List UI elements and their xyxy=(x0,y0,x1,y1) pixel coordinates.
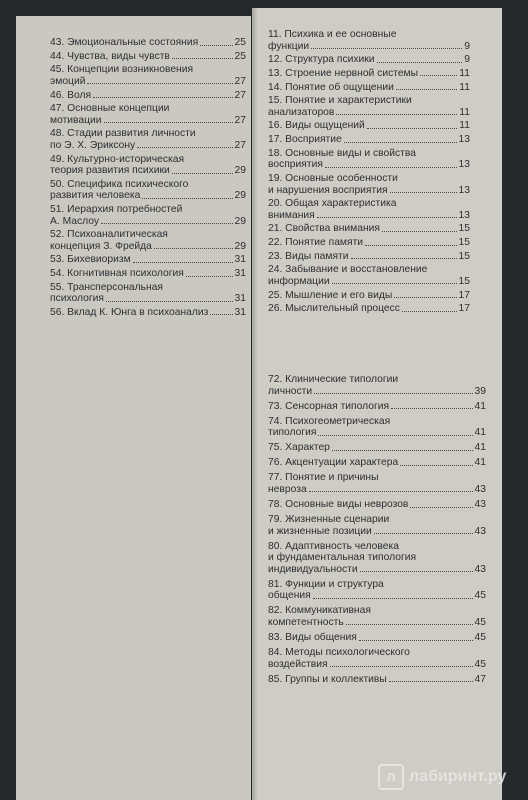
toc-entry xyxy=(50,268,246,280)
dot-leader xyxy=(93,97,232,98)
toc-entry xyxy=(50,51,246,63)
toc-entry-page-number: 41 xyxy=(474,400,486,412)
toc-entry-title-line: 72. Клинические типологии xyxy=(268,374,399,385)
toc-entry xyxy=(268,198,470,221)
toc-entry-page-number: 39 xyxy=(474,385,486,397)
dot-leader xyxy=(396,89,457,90)
toc-entry-title-line: 82. Коммуникативная xyxy=(268,605,371,617)
toc-entry xyxy=(50,307,246,319)
toc-entry-page-number: 41 xyxy=(474,427,486,439)
toc-entry xyxy=(50,154,246,177)
toc-entry-page-number: 11 xyxy=(459,81,470,93)
toc-entry-title-line: 43. Эмоциональные состояния xyxy=(50,37,199,48)
toc-entry xyxy=(50,37,246,49)
toc-entry-title-line: 52. Психоаналитическая xyxy=(50,229,168,241)
toc-entry-page-number: 27 xyxy=(234,75,246,87)
toc-entry xyxy=(268,401,486,413)
toc-entry xyxy=(268,54,470,66)
dot-leader xyxy=(391,408,472,409)
toc-entry xyxy=(268,605,486,628)
toc-entry-title-line: 77. Понятие и причины xyxy=(268,472,379,484)
toc-entry-page-number: 13 xyxy=(458,134,470,146)
toc-entry-page-number: 25 xyxy=(234,37,246,48)
toc-entry-title-line: А. Маслоу xyxy=(50,215,100,227)
dot-leader xyxy=(365,245,456,246)
toc-entry-page-number: 29 xyxy=(234,240,246,252)
toc-entry-title-line: воздействия xyxy=(268,658,328,670)
toc-entry-title-line: 74. Психогеометрическая xyxy=(268,415,391,427)
toc-entry xyxy=(268,647,486,670)
toc-entry-page-number: 29 xyxy=(234,190,246,202)
toc-entry xyxy=(268,237,470,249)
toc-entry-page-number: 9 xyxy=(464,54,470,66)
toc-entry-title-line: внимания xyxy=(268,209,315,221)
toc-entry xyxy=(50,128,246,151)
dot-leader xyxy=(351,258,457,259)
toc-entry-title-line: 15. Понятие и характеристики xyxy=(268,95,412,107)
dot-leader xyxy=(330,666,473,667)
toc-entry-page-number: 45 xyxy=(474,616,486,628)
toc-entry-page-number: 13 xyxy=(458,184,470,196)
dot-leader xyxy=(104,122,233,123)
toc-entry-page-number: 27 xyxy=(234,114,246,126)
toc-entry xyxy=(268,95,470,118)
watermark-text: лабиринт.ру xyxy=(409,768,507,785)
toc-entry-page-number: 13 xyxy=(458,209,470,221)
toc-entry-page-number: 41 xyxy=(474,442,486,454)
toc-entry-title-line: 20. Общая характеристика xyxy=(268,198,397,210)
toc-entry-title-line: 50. Специфика психического xyxy=(50,178,189,190)
dot-leader xyxy=(382,231,457,232)
toc-entry-title-line: восприятия xyxy=(268,159,323,171)
toc-entry-title-line: 25. Мышление и его виды xyxy=(268,289,393,301)
dot-leader xyxy=(344,142,457,143)
toc-entry xyxy=(268,579,486,602)
toc-entry-title-line: и нарушения восприятия xyxy=(268,184,388,196)
dot-leader xyxy=(332,450,473,451)
toc-entry-page-number: 43 xyxy=(474,483,486,495)
toc-entry-title-line: 21. Свойства внимания xyxy=(268,223,380,235)
toc-entry-title-line: эмоций xyxy=(50,75,86,87)
dot-leader xyxy=(367,128,457,129)
toc-entry-page-number: 9 xyxy=(464,40,470,52)
toc-entry-title-line: 44. Чувства, виды чувств xyxy=(50,50,170,62)
toc-entry xyxy=(268,264,470,287)
toc-entry xyxy=(268,514,486,537)
toc-entry xyxy=(50,229,246,252)
dot-leader xyxy=(317,217,457,218)
toc-entry-title-line: 12. Структура психики xyxy=(268,54,375,66)
toc-entry xyxy=(50,103,246,126)
toc-entry-page-number: 45 xyxy=(474,632,486,644)
toc-entry xyxy=(268,173,470,196)
toc-entry xyxy=(268,68,470,80)
toc-entry xyxy=(268,674,486,686)
toc-entry-title-line: 73. Сенсорная типология xyxy=(268,400,390,412)
toc-column-right-bottom xyxy=(268,374,486,689)
toc-entry-title-line: функции xyxy=(268,40,310,52)
toc-entry-title-line: 75. Характер xyxy=(268,442,330,454)
dot-leader xyxy=(377,62,463,63)
toc-entry-page-number: 45 xyxy=(474,590,486,602)
toc-entry-title-line: концепция З. Фрейда xyxy=(50,240,152,252)
dot-leader xyxy=(332,283,457,284)
dot-leader xyxy=(420,75,457,76)
toc-entry-title-line: 85. Группы и коллективы xyxy=(268,673,387,685)
toc-entry xyxy=(268,29,470,52)
toc-entry-page-number: 43 xyxy=(474,525,486,537)
toc-entry-title-line: 13. Строение нервной системы xyxy=(268,67,419,79)
toc-entry-page-number: 31 xyxy=(234,306,246,318)
toc-entry-title-line: 45. Концепции возникновения xyxy=(50,64,194,76)
dot-leader xyxy=(313,598,473,599)
toc-entry-title-line: 84. Методы психологического xyxy=(268,647,410,659)
toc-entry-page-number: 29 xyxy=(234,215,246,227)
toc-entry-title-line: 11. Психика и ее основные xyxy=(268,29,397,40)
dot-leader xyxy=(210,314,232,315)
toc-entry-title-line: 51. Иерархия потребностей xyxy=(50,204,183,215)
dot-leader xyxy=(389,681,473,682)
toc-column-left xyxy=(50,37,246,321)
toc-entry-title-line: 14. Понятие об ощущении xyxy=(268,81,394,93)
toc-entry xyxy=(268,134,470,146)
toc-entry-title-line: 47. Основные концепции xyxy=(50,103,170,115)
toc-entry xyxy=(268,120,470,132)
dot-leader xyxy=(154,248,233,249)
toc-entry-page-number: 11 xyxy=(459,106,470,118)
toc-entry-title-line: 53. Бихевиоризм xyxy=(50,254,131,266)
dot-leader xyxy=(359,640,473,641)
toc-entry-page-number: 31 xyxy=(234,268,246,280)
toc-entry-title-line: развития человека xyxy=(50,190,141,202)
toc-entry-page-number: 13 xyxy=(458,159,470,171)
toc-entry-title-line: 79. Жизненные сценарии xyxy=(268,514,390,526)
labirint-logo-icon: л xyxy=(378,764,404,790)
dot-leader xyxy=(314,393,472,394)
toc-entry-page-number: 43 xyxy=(474,563,486,575)
dot-leader xyxy=(172,173,233,174)
toc-entry xyxy=(50,64,246,87)
toc-entry-page-number: 27 xyxy=(234,89,246,101)
toc-entry-title-line: 54. Когнитивная психология xyxy=(50,268,184,280)
toc-entry-title-line: 26. Мыслительный процесс xyxy=(268,303,400,315)
toc-entry-title-line: общения xyxy=(268,590,311,602)
dot-leader xyxy=(172,58,233,59)
toc-entry-page-number: 17 xyxy=(458,303,470,315)
toc-entry-title-line: 19. Основные особенности xyxy=(268,173,398,184)
dot-leader xyxy=(101,223,232,224)
toc-entry xyxy=(50,254,246,266)
toc-entry xyxy=(268,374,486,397)
toc-entry-title-line: 49. Культурно-историческая xyxy=(50,153,185,165)
toc-entry-page-number: 45 xyxy=(474,658,486,670)
toc-entry-title-line: и жизненные позиции xyxy=(268,525,372,537)
dot-leader xyxy=(394,297,456,298)
toc-entry-page-number: 15 xyxy=(458,275,470,287)
toc-entry-title-line: 78. Основные виды неврозов xyxy=(268,499,409,511)
dot-leader xyxy=(200,45,232,46)
toc-entry-page-number: 17 xyxy=(458,289,470,301)
toc-entry-page-number: 27 xyxy=(234,139,246,151)
toc-entry-page-number: 11 xyxy=(459,67,470,79)
dot-leader xyxy=(390,192,457,193)
toc-entry-title-line: типология xyxy=(268,427,317,439)
toc-entry-page-number: 43 xyxy=(474,499,486,511)
toc-entry-page-number: 15 xyxy=(458,223,470,235)
toc-entry-title-line: 23. Виды памяти xyxy=(268,250,349,262)
toc-entry-page-number: 15 xyxy=(458,250,470,262)
dot-leader xyxy=(311,48,462,49)
toc-entry-title-line: информации xyxy=(268,275,330,287)
toc-entry xyxy=(268,223,470,235)
toc-entry-page-number: 47 xyxy=(474,673,486,685)
toc-entry-title-line: невроза xyxy=(268,483,307,495)
toc-entry-title-line: 17. Восприятие xyxy=(268,134,342,146)
toc-entry-page-number: 31 xyxy=(234,293,246,305)
toc-entry-page-number: 31 xyxy=(234,254,246,266)
toc-entry xyxy=(268,82,470,94)
toc-entry-title-line: 22. Понятие памяти xyxy=(268,237,364,249)
toc-entry-title-line: индивидуальности xyxy=(268,563,358,575)
toc-entry-title-line: 81. Функции и структура xyxy=(268,578,384,590)
dot-leader xyxy=(336,114,457,115)
toc-entry-title-line: и фундаментальная типология xyxy=(268,552,417,564)
toc-entry-title-line: компетентность xyxy=(268,616,344,628)
toc-entry xyxy=(268,416,486,439)
toc-entry xyxy=(268,442,486,454)
dot-leader xyxy=(309,491,473,492)
toc-entry xyxy=(268,541,486,576)
toc-entry xyxy=(268,148,470,171)
dot-leader xyxy=(186,276,233,277)
toc-entry xyxy=(268,303,470,315)
toc-entry-title-line: 56. Вклад К. Юнга в психоанализ xyxy=(50,306,209,318)
dot-leader xyxy=(318,435,472,436)
toc-entry-title-line: по Э. Х. Эриксону xyxy=(50,139,136,151)
toc-entry-title-line: 24. Забывание и восстановление xyxy=(268,264,428,276)
toc-entry-page-number: 29 xyxy=(234,165,246,177)
toc-entry-page-number: 41 xyxy=(474,457,486,469)
toc-entry-page-number: 25 xyxy=(234,50,246,62)
dot-leader xyxy=(400,465,472,466)
toc-entry-title-line: 80. Адаптивность человека xyxy=(268,540,399,552)
toc-entry xyxy=(268,251,470,263)
dot-leader xyxy=(87,83,232,84)
toc-entry xyxy=(268,632,486,644)
toc-entry-title-line: мотивации xyxy=(50,114,102,126)
toc-entry-title-line: психология xyxy=(50,293,104,305)
dot-leader xyxy=(106,301,233,302)
toc-entry-title-line: 55. Трансперсональная xyxy=(50,281,163,293)
toc-entry-title-line: 48. Стадии развития личности xyxy=(50,128,196,140)
dot-leader xyxy=(133,262,233,263)
toc-entry-title-line: 16. Виды ощущений xyxy=(268,120,365,132)
toc-entry xyxy=(50,90,246,102)
toc-entry xyxy=(268,457,486,469)
toc-entry-title-line: анализаторов xyxy=(268,106,335,118)
dot-leader xyxy=(402,311,457,312)
toc-entry-title-line: 83. Виды общения xyxy=(268,632,357,644)
dot-leader xyxy=(346,624,473,625)
watermark xyxy=(378,762,506,792)
toc-entry xyxy=(268,499,486,511)
toc-entry-page-number: 11 xyxy=(459,120,470,132)
toc-entry-title-line: 18. Основные виды и свойства xyxy=(268,147,416,159)
toc-entry-title-line: теория развития психики xyxy=(50,165,170,177)
toc-entry-title-line: 46. Воля xyxy=(50,89,92,101)
dot-leader xyxy=(142,198,232,199)
toc-entry xyxy=(50,179,246,202)
dot-leader xyxy=(137,147,232,148)
toc-entry xyxy=(268,472,486,495)
dot-leader xyxy=(374,533,473,534)
dot-leader xyxy=(410,507,472,508)
toc-entry-title-line: 76. Акцентуации характера xyxy=(268,457,399,469)
dot-leader xyxy=(325,167,457,168)
toc-entry-title-line: личности xyxy=(268,385,313,397)
toc-entry-page-number: 15 xyxy=(458,237,470,249)
toc-entry xyxy=(50,204,246,227)
dot-leader xyxy=(360,571,473,572)
toc-entry xyxy=(268,290,470,302)
toc-column-right-top xyxy=(268,29,470,317)
toc-entry xyxy=(50,282,246,305)
